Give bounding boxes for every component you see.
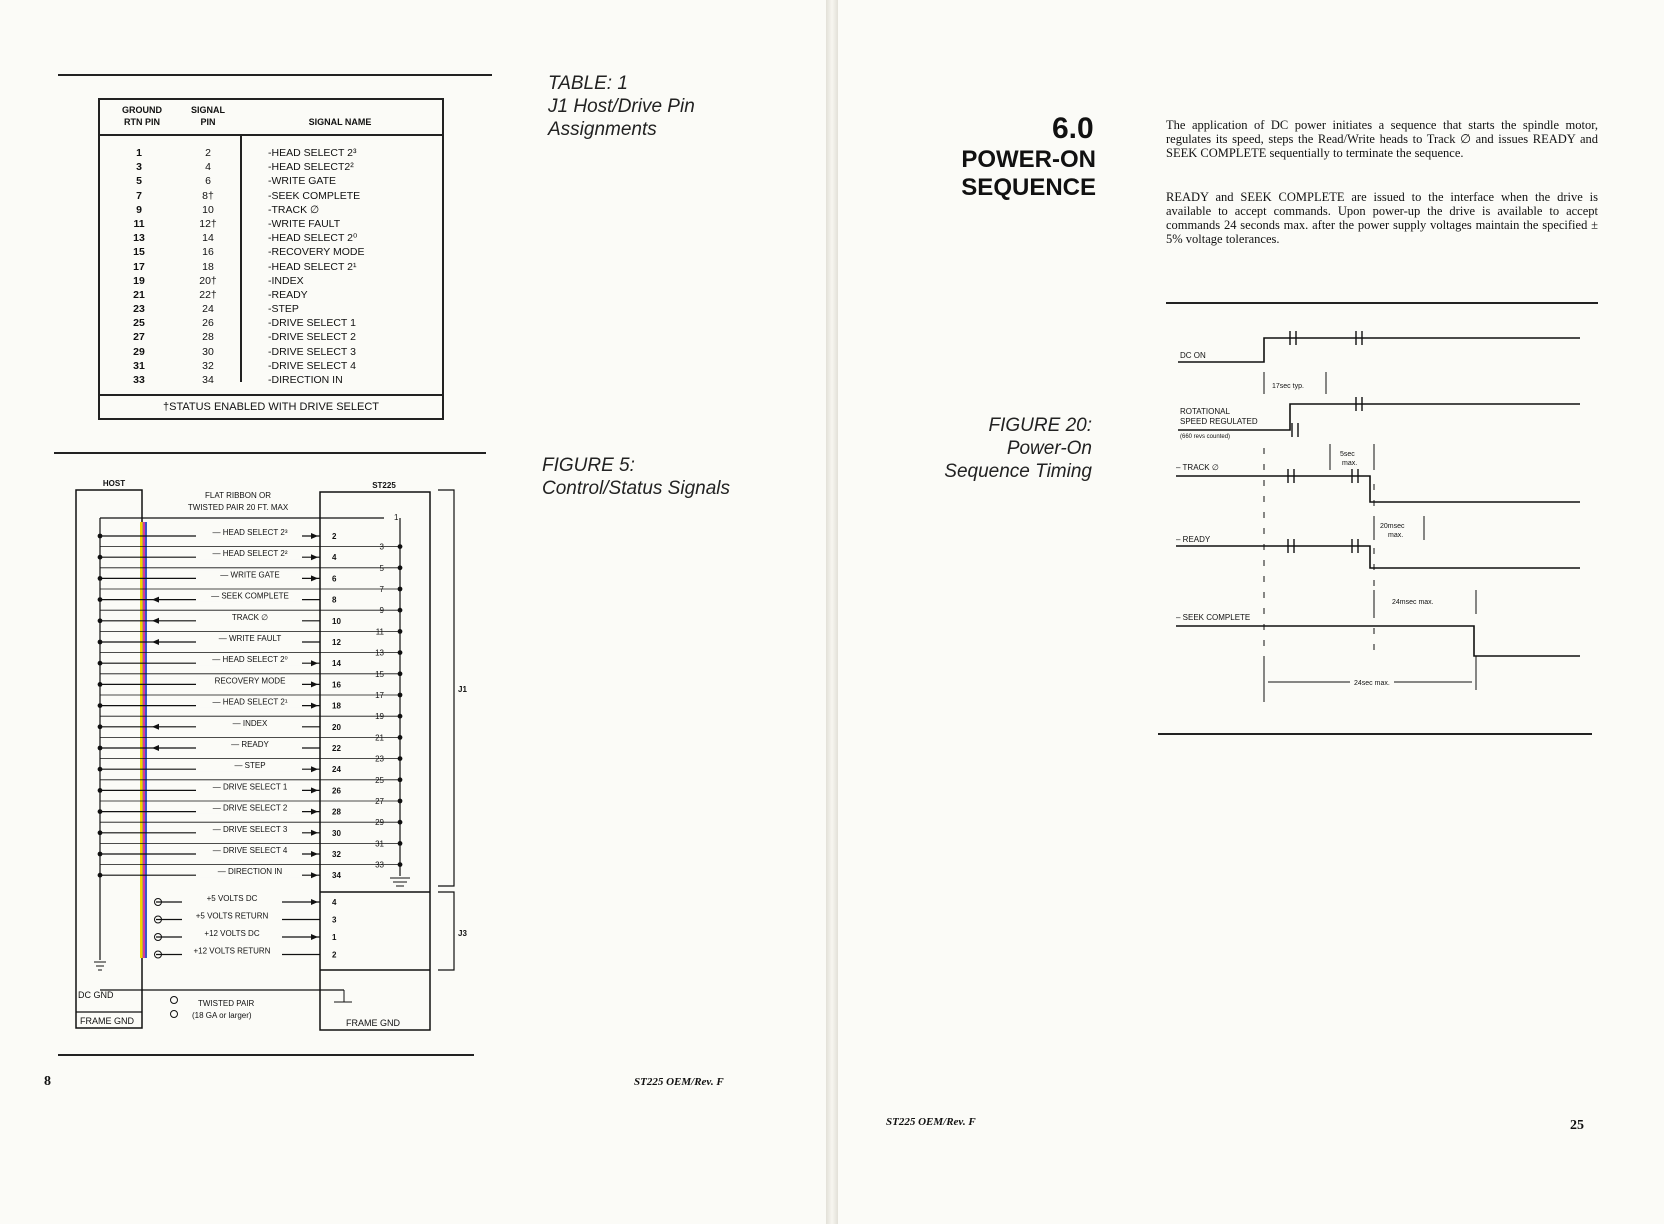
figure5-caption-line2: Control/Status Signals	[542, 478, 730, 499]
section-number: 6.0	[1052, 112, 1094, 145]
signal-wire-label: TRACK ∅	[231, 612, 269, 622]
header-signal-name: SIGNAL NAME	[308, 117, 372, 127]
drive-label: ST225	[372, 481, 396, 490]
paragraph-2: READY and SEEK COMPLETE are issued to the interface when the drive is available to accept commands. Upon power-up the drive is available to accept commands 24 seconds max. after the power supply voltages maintain the specified ± 5% voltage tolerances.	[1166, 190, 1598, 246]
signal-wire-label: — INDEX	[232, 718, 268, 728]
signal-pin-cell: 28	[202, 331, 214, 344]
signal-pin-number: 20	[332, 722, 341, 732]
signal-name-cell: -DRIVE SELECT 1	[268, 317, 356, 330]
power-wire-label: +5 VOLTS DC	[206, 894, 258, 903]
signal-pin-number: 28	[332, 807, 341, 817]
bottom-rule-right	[1158, 733, 1592, 735]
ground-pin-label: 7	[379, 585, 384, 594]
page-number-left: 8	[44, 1074, 51, 1089]
timing-20msec-label-line2: max.	[1388, 532, 1404, 539]
figure20-caption-line1: FIGURE 20:	[988, 415, 1092, 436]
footer-right: ST225 OEM/Rev. F	[886, 1116, 976, 1128]
ground-pin-label: 3	[379, 542, 384, 552]
signal-pin-cell: 20†	[199, 274, 217, 287]
figure20-caption-line3: Sequence Timing	[944, 461, 1092, 482]
signal-pin-cell: 30	[202, 345, 214, 358]
signal-pin-cell: 26	[202, 317, 214, 330]
ground-pin-cell: 21	[133, 288, 145, 301]
timing-24msec-label: 24msec max.	[1392, 599, 1434, 606]
ground-pin-cell: 3	[136, 161, 142, 174]
timing-20msec-label-line1: 20msec	[1380, 523, 1405, 530]
signal-wire-label: — WRITE FAULT	[218, 634, 282, 643]
paragraph-1: The application of DC power initiates a sequence that starts the spindle motor, regulates its speed, steps the Read/Write heads to Track ∅ and issues READY and SEEK COMPLETE sequentially to terminate the sequence.	[1166, 118, 1598, 160]
signal-wire-label: — HEAD SELECT 2³	[212, 528, 288, 537]
signal-pin-number: 24	[332, 765, 341, 775]
frame-gnd-drive-label: FRAME GND	[346, 1018, 400, 1028]
signal-pin-number: 26	[332, 786, 341, 796]
signal-pin-cell: 18	[202, 260, 214, 273]
ground-pin-label: 13	[375, 648, 384, 658]
ground-pin-label: 21	[375, 733, 384, 743]
ground-pin-cell: 5	[136, 175, 142, 188]
signal-pin-number: 34	[332, 871, 341, 881]
twisted-pair-legend-line2: (18 GA or larger)	[192, 1011, 252, 1020]
rotational-label-line1: ROTATIONAL	[1180, 407, 1230, 416]
power-wire-label: +5 VOLTS RETURN	[195, 911, 269, 921]
signal-pin-cell: 34	[202, 374, 214, 386]
signal-wire-label: RECOVERY MODE	[214, 676, 286, 686]
ground-pin-cell: 11	[133, 217, 145, 230]
power-pin-number: 2	[332, 950, 337, 960]
power-wire-label: +12 VOLTS DC	[204, 929, 260, 938]
figure5-caption-line1: FIGURE 5:	[542, 455, 635, 476]
dc-gnd-label: DC GND	[78, 990, 114, 1000]
signal-pin-number: 4	[332, 553, 337, 563]
ready-waveform	[1176, 546, 1580, 568]
frame-gnd-host-label: FRAME GND	[80, 1016, 134, 1026]
signal-pin-cell: 24	[202, 303, 214, 316]
signal-wire-label: — DRIVE SELECT 2	[212, 803, 288, 813]
timing-24sec-markers	[1264, 656, 1476, 702]
signal-pin-cell: 16	[202, 246, 214, 259]
signal-name-cell: -HEAD SELECT2²	[268, 161, 354, 174]
ground-pin-label: 31	[375, 839, 384, 849]
signal-name-cell: -DIRECTION IN	[268, 374, 343, 386]
ground-pin-cell: 7	[136, 189, 142, 202]
signal-name-cell: -DRIVE SELECT 4	[268, 359, 356, 372]
ground-pin-label: 19	[375, 712, 384, 722]
signal-name-cell: -WRITE GATE	[268, 175, 337, 188]
power-pin-number: 4	[332, 898, 337, 907]
signal-pin-number: 12	[332, 638, 341, 647]
table-caption-line1: TABLE: 1	[548, 73, 628, 94]
signal-name-cell: -STEP	[268, 303, 299, 316]
ground-pin-label: 25	[375, 775, 384, 785]
signal-pin-number: 6	[332, 574, 337, 584]
host-label: HOST	[102, 479, 126, 488]
signal-wire-label: — DIRECTION IN	[217, 867, 283, 877]
signal-pin-cell: 6	[205, 175, 211, 188]
figure20-caption-line2: Power-On	[1006, 438, 1092, 459]
signal-name-cell: -READY	[268, 288, 308, 301]
signal-wire-label: — SEEK COMPLETE	[211, 591, 289, 601]
timing-24sec-label: 24sec max.	[1354, 680, 1390, 687]
table-caption-line2: J1 Host/Drive Pin	[548, 96, 695, 117]
ground-pin-label: 15	[375, 669, 384, 679]
signal-wire-label: — DRIVE SELECT 3	[212, 824, 288, 834]
signal-wire-label: — READY	[231, 740, 269, 749]
section-title-line2: SEQUENCE	[961, 174, 1096, 201]
seek-complete-label: – SEEK COMPLETE	[1176, 613, 1251, 622]
power-wire-label: +12 VOLTS RETURN	[193, 946, 271, 956]
signal-name-cell: -INDEX	[268, 274, 304, 287]
signal-name-cell: -RECOVERY MODE	[268, 246, 365, 259]
rotational-label-line3: (660 revs counted)	[1180, 434, 1231, 440]
cable-label-line2: TWISTED PAIR 20 FT. MAX	[187, 503, 289, 512]
signal-pin-number: 22	[332, 744, 341, 753]
signal-pin-number: 30	[332, 828, 341, 838]
signal-wire-label: — HEAD SELECT 2⁰	[212, 655, 288, 665]
ground-pin-cell: 25	[133, 317, 145, 330]
seek-complete-waveform	[1176, 626, 1580, 656]
j1-label: J1	[458, 685, 467, 694]
dc-on-label: DC ON	[1180, 351, 1206, 360]
table-footnote: †STATUS ENABLED WITH DRIVE SELECT	[100, 394, 442, 420]
signal-pin-number: 2	[332, 532, 337, 541]
ground-pin-label: 33	[375, 860, 384, 870]
ground-pin-cell: 17	[133, 260, 145, 273]
dc-on-waveform	[1178, 338, 1580, 362]
ground-pin-cell: 1	[136, 147, 142, 159]
signal-pin-number: 10	[332, 616, 341, 626]
signal-name-cell: -TRACK ∅	[268, 203, 320, 216]
rotational-label-line2: SPEED REGULATED	[1180, 417, 1258, 426]
header-ground-line1: GROUND	[122, 105, 162, 115]
section-title-line1: POWER-ON	[961, 146, 1096, 173]
signal-wire-label: — DRIVE SELECT 1	[212, 782, 288, 792]
signal-wire-label: — HEAD SELECT 2²	[212, 549, 288, 559]
signal-pin-cell: 8†	[202, 189, 214, 202]
signal-wire-label: — HEAD SELECT 2¹	[212, 697, 288, 707]
signal-name-cell: -HEAD SELECT 2⁰	[268, 232, 358, 245]
signal-pin-number: 32	[332, 850, 341, 859]
signal-name-cell: -SEEK COMPLETE	[268, 189, 361, 202]
timing-17sec-label: 17sec typ.	[1272, 383, 1304, 390]
ground-pin-label: 27	[375, 797, 384, 806]
ground-pin-cell: 29	[133, 345, 145, 358]
signal-name-cell: -WRITE FAULT	[268, 217, 341, 230]
signal-name-cell: -HEAD SELECT 2³	[268, 147, 357, 159]
ground-pin-label: 1	[394, 513, 399, 522]
header-ground-line2: RTN PIN	[124, 117, 160, 127]
track0-label: – TRACK ∅	[1176, 463, 1219, 472]
signal-pin-cell: 4	[205, 161, 211, 174]
ground-pin-label: 29	[375, 818, 384, 828]
track0-waveform	[1176, 476, 1580, 502]
signal-wire-label: — STEP	[234, 761, 266, 771]
ground-pin-cell: 9	[136, 203, 142, 216]
footer-left: ST225 OEM/Rev. F	[634, 1076, 724, 1088]
ground-pin-cell: 23	[133, 303, 145, 316]
signal-pin-number: 18	[332, 701, 341, 711]
signal-pin-cell: 10	[202, 203, 214, 216]
signal-pin-cell: 12†	[199, 217, 217, 230]
signal-wire-label: — DRIVE SELECT 4	[212, 846, 288, 855]
ground-pin-label: 5	[379, 563, 384, 573]
signal-name-cell: -DRIVE SELECT 2	[268, 331, 356, 344]
signal-pin-cell: 2	[205, 147, 211, 159]
ground-pin-label: 17	[375, 691, 384, 700]
ground-pin-label: 11	[375, 627, 384, 637]
ground-pin-label: 9	[379, 606, 384, 616]
ground-pin-cell: 27	[133, 331, 145, 344]
power-pin-number: 3	[332, 915, 337, 925]
timing-5sec-label-line1: 5sec	[1340, 451, 1355, 458]
signal-pin-cell: 22†	[199, 288, 217, 301]
power-pin-number: 1	[332, 933, 337, 942]
signal-pin-number: 16	[332, 680, 341, 690]
rotational-break	[1292, 423, 1298, 437]
signal-pin-cell: 14	[202, 232, 214, 245]
signal-name-cell: -HEAD SELECT 2¹	[268, 260, 357, 273]
ground-pin-cell: 31	[133, 359, 145, 372]
twisted-pair-legend-line1: TWISTED PAIR	[198, 999, 255, 1008]
signal-pin-cell: 32	[202, 359, 214, 372]
header-signal-line1: SIGNAL	[190, 105, 225, 115]
ground-pin-cell: 15	[133, 246, 145, 259]
ground-pin-cell: 33	[133, 374, 145, 386]
signal-name-cell: -DRIVE SELECT 3	[268, 345, 356, 358]
ground-pin-label: 23	[375, 754, 384, 764]
ground-pin-cell: 13	[133, 232, 145, 245]
page-number-right: 25	[1570, 1118, 1584, 1133]
table-caption-line3: Assignments	[548, 119, 657, 140]
timing-5sec-label-line2: max.	[1342, 460, 1358, 467]
signal-wire-label: — WRITE GATE	[220, 570, 280, 580]
header-signal-line2: PIN	[200, 117, 216, 127]
ground-pin-cell: 19	[133, 274, 145, 287]
signal-pin-number: 8	[332, 595, 337, 605]
j3-label: J3	[458, 929, 467, 938]
cable-label-line1: FLAT RIBBON OR	[205, 491, 271, 500]
ready-label: – READY	[1176, 535, 1211, 544]
signal-pin-number: 14	[332, 659, 341, 669]
